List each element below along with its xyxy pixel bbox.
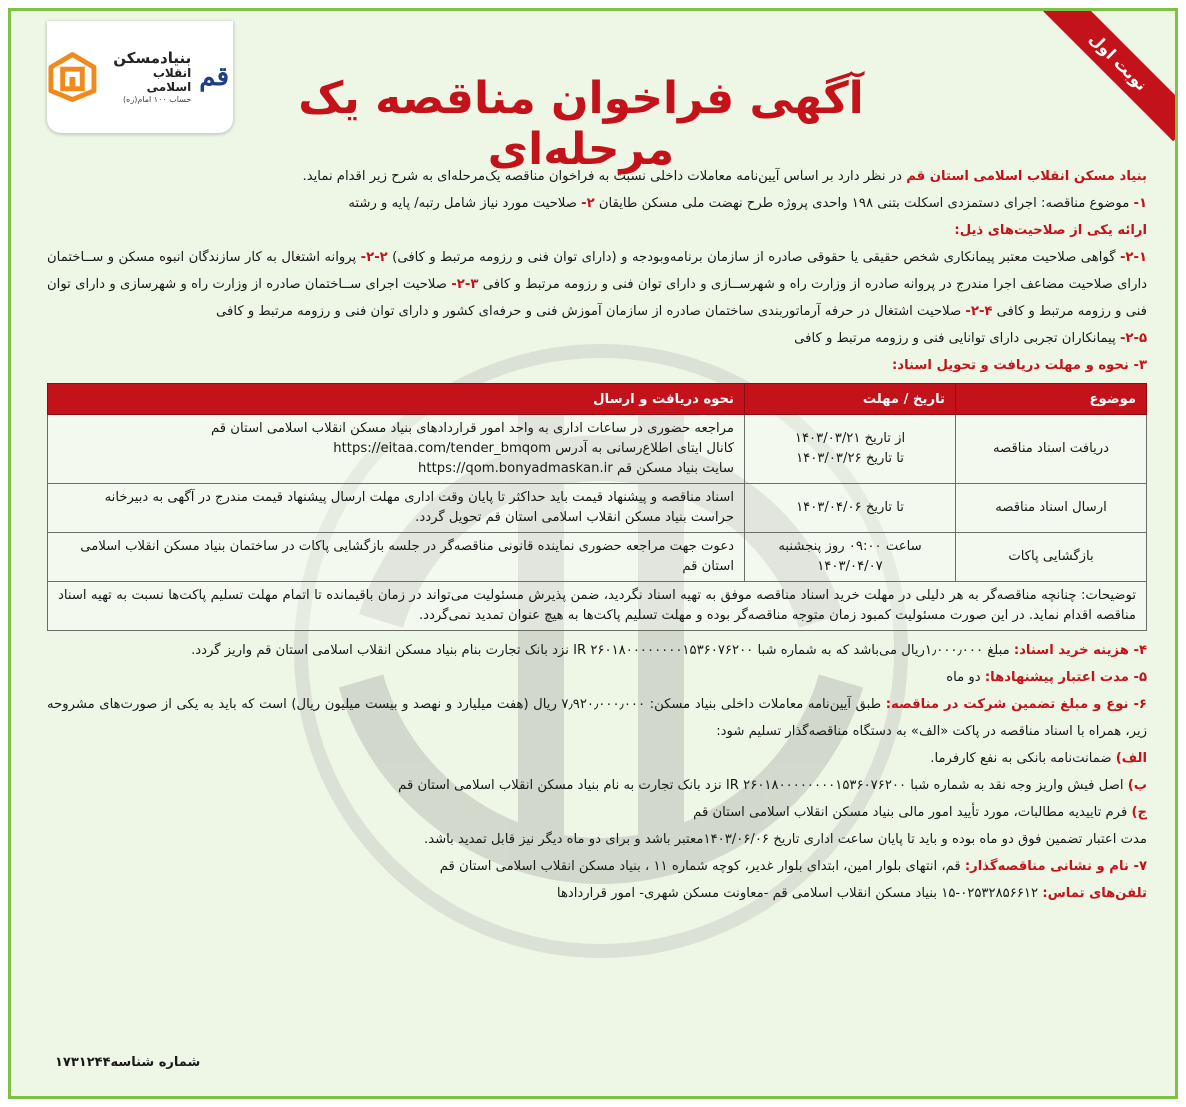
org-name: بنیاد مسکن انقلاب اسلامی استان قم [906,169,1147,184]
date-time: ساعت ۰۹:۰۰ روز پنجشنبه [778,539,922,554]
item-6-a-text: ضمانت‌نامه بانکی به نفع کارفرما. [930,751,1116,766]
logo-city: قم [199,62,229,92]
logo [47,21,233,133]
notice-body [47,163,1147,907]
cell-date [745,533,956,582]
contact-text: ۰۲۵۳۲۸۵۶۶۱۲-۱۵ بنیاد مسکن انقلاب اسلامی قم -معاونت مسکن شهری- امور قراردادها [556,886,1043,901]
cell-date [745,415,956,484]
qual-4-number: ۴-۲- [965,304,993,319]
website-link[interactable]: https://qom.bonyadmaskan.ir [418,461,613,476]
eitaa-link[interactable]: https://eitaa.com/tender_bmqom [333,441,552,456]
cell-topic: بازگشایی پاکات [956,533,1147,582]
notice-frame [8,8,1178,1099]
method-line [58,439,734,459]
item-4-iban: IR ۲۶۰۱۸۰۰۰۰۰۰۰۰۱۵۳۶۰۷۶۲۰۰ [573,643,754,658]
logo-line2: انقلاب اسلامی [146,66,192,95]
item-4 [47,637,1147,664]
item-7-label: ۷- نام و نشانی مناقصه‌گذار: [964,859,1147,874]
table-notes-row [48,582,1147,631]
qual-3-number: ۳-۲- [451,277,479,292]
cell-method: دعوت جهت مراجعه حضوری نماینده قانونی مناقصه‌گر در جلسه بازگشایی پاکات در ساختمان بنیاد مسکن انقلاب اسلامی استان قم [48,533,745,582]
method-line [58,459,734,479]
qual-5 [47,325,1147,352]
contact-label: تلفن‌های تماس: [1042,886,1147,901]
logo-line1: بنیادمسکن [113,48,192,67]
qual-5-text: پیمانکاران تجربی دارای توانایی فنی و رزومه مرتبط و کافی [794,331,1120,346]
schedule-table [47,383,1147,631]
qual-2-number: ۲-۲- [360,250,388,265]
logo-text [106,50,191,104]
item-6-b-text-end: نزد بانک تجارت به نام بنیاد مسکن انقلاب اسلامی استان قم [398,778,726,793]
item-5 [47,664,1147,691]
qual-5-number: ۲-۵- [1119,331,1147,346]
item-6-b-label: ب) [1127,778,1147,793]
qualification-list [47,244,1147,325]
cell-topic: دریافت اسناد مناقصه [956,415,1147,484]
table-row [48,533,1147,582]
item-2-text: صلاحیت مورد نیاز شامل رتبه/ پایه و رشته [348,196,582,211]
table-row [48,415,1147,484]
qual-4-text: صلاحیت اشتغال در حرفه آرماتوربندی ساختمان صادره از سازمان آموزش فنی و حرفه‌ای کشور و دارای توان فنی و رزومه مرتبط و کافی [216,304,966,319]
item-4-label: ۴- هزینه خرید اسناد: [1013,643,1147,658]
contact [47,880,1147,907]
intro-text: در نظر دارد بر اساس آیین‌نامه معاملات داخلی نسبت به فراخوان مناقصه یک‌مرحله‌ای به شرح زیر اقدام نماید. [302,169,907,184]
page-title: آگهی فراخوان مناقصه یک مرحله‌ای [298,73,864,175]
item-6-a [47,745,1147,772]
notice-id: شماره شناسه۱۷۳۱۲۴۴ [55,1055,201,1070]
date-to: تا تاریخ ۱۴۰۳/۰۳/۲۶ [796,451,904,466]
qual-3-text: صلاحیت اجرای ســاختمان صادره از وزارت راه و شهرسازی و دارای توان فنی و رزومه مرتبط و کافی [47,277,1147,319]
cell-method: اسناد مناقصه و پیشنهاد قیمت باید حداکثر تا پایان وقت اداری مهلت ارسال پیشنهاد قیمت مندرج در آگهی به دبیرخانه حراست بنیاد مسکن انقلاب اسلامی استان قم تحویل گردد. [48,484,745,533]
item-7-text: قم، انتهای بلوار امین، ابتدای بلوار غدیر، کوچه شماره ۱۱ ، بنیاد مسکن انقلاب اسلامی استان قم [439,859,965,874]
item-6-label: ۶- نوع و مبلغ تضمین شرکت در مناقصه: [885,697,1147,712]
item-5-label: ۵- مدت اعتبار پیشنهادها: [984,670,1147,685]
date-day: ۱۴۰۳/۰۴/۰۷ [817,559,883,574]
badge-first-notice: نوبت اول [1039,8,1178,141]
qual-1-number: ۲-۱- [1119,250,1147,265]
method-eitaa-label: کانال ایتای اطلاع‌رسانی به آدرس [551,441,734,456]
table-header-row [48,384,1147,415]
item-1-text: موضوع مناقصه: اجرای دستمزدی اسکلت بتنی ۱۹۸ واحدی پروژه طرح نهضت ملی مسکن طایقان [594,196,1134,211]
item-6-b-iban: IR ۲۶۰۱۸۰۰۰۰۰۰۰۰۱۵۳۶۰۷۶۲۰۰ [725,778,907,793]
intro [47,163,1147,190]
item-4-text-end: نزد بانک تجارت بنام بنیاد مسکن انقلاب اسلامی استان قم واریز گردد. [191,643,574,658]
item-4-text: مبلغ ۱٫۰۰۰٫۰۰۰ریال می‌باشد که به شماره شبا [753,643,1014,658]
header-topic: موضوع [956,384,1147,415]
cell-topic: ارسال اسناد مناقصه [956,484,1147,533]
item-6-b [47,772,1147,799]
item-6-c-text: فرم تاییدیه مطالبات، مورد تأیید امور مالی بنیاد مسکن انقلاب اسلامی استان قم [693,805,1132,820]
item-6 [47,691,1147,745]
cell-method [48,415,745,484]
item-6-a-label: الف) [1115,751,1147,766]
item-7 [47,853,1147,880]
item-1-number: ۱- [1133,196,1147,211]
table-row [48,484,1147,533]
notes-cell: توضیحات: چنانچه مناقصه‌گر به هر دلیلی در مهلت خرید اسناد مناقصه موفق به تهیه اسناد نگردید، ضمن پذیرش مسئولیت می‌تواند در زمان باقیمانده تا اتمام مهلت تسلیم پاکت‌ها نسبت به تهیه اسناد مناقصه اقدام نماید. در این صورت مسئولیت کمبود زمان متوجه مناقصه‌گر بوده و مهلت تسلیم پاکت‌ها به هیچ عنوان تمدید نمی‌گردد. [48,582,1147,631]
qual-2-text: پروانه اشتغال به کار سازندگان انبوه مسکن و ســاختمان دارای صلاحیت مضاعف اجرا مندرج در پروانه صادره از وزارت راه و شهرســازی و دارای توان فنی و رزومه مرتبط و کافی [47,250,1147,292]
item-6-validity: مدت اعتبار تضمین فوق دو ماه بوده و باید تا پایان ساعت اداری تاریخ ۱۴۰۳/۰۶/۰۶معتبر باشد و برای دو ماه دیگر نیز قابل تمدید باشد. [424,832,1147,847]
item-6-text: طبق آیین‌نامه معاملات داخلی بنیاد مسکن: ۷٫۹۲۰٫۰۰۰٫۰۰۰ ریال (هفت میلیارد و نهصد و بیست میلیون ریال) است که باید به یکی از صورت‌های مشروحه زیر، همراه با اسناد مناقصه در پاکت «الف» به دستگاه مناقصه‌گذار تسلیم شود: [47,697,1147,739]
item-6-b-text: اصل فیش واریز وجه نقد به شماره شبا [906,778,1128,793]
item-1 [47,190,1147,217]
header-date: تاریخ / مهلت [745,384,956,415]
method-line: مراجعه حضوری در ساعات اداری به واحد امور قراردادهای بنیاد مسکن انقلاب اسلامی استان قم [210,421,734,436]
qual-1-text: گواهی صلاحیت معتبر پیمانکاری شخص حقیقی یا حقوقی صادره از سازمان برنامه‌وبودجه و (دارای توان فنی و رزومه مرتبط و کافی) [387,250,1120,265]
item-6-c [47,799,1147,826]
cell-date: تا تاریخ ۱۴۰۳/۰۴/۰۶ [745,484,956,533]
qualification-heading: ارائه یکی از صلاحیت‌های ذیل: [954,223,1147,238]
header-method: نحوه دریافت و ارسال [48,384,745,415]
item-5-text: دو ماه [946,670,985,685]
date-from: از تاریخ ۱۴۰۳/۰۳/۲۱ [794,431,906,446]
item-6-c-label: ج) [1131,805,1147,820]
logo-line3: حساب ۱۰۰ امام(ره) [123,94,192,104]
item-3-heading: ۳- نحوه و مهلت دریافت و تحویل اسناد: [892,358,1147,373]
item-2-number: ۲- [581,196,595,211]
method-site-label: سایت بنیاد مسکن قم [612,461,734,476]
logo-house-icon [47,51,98,103]
